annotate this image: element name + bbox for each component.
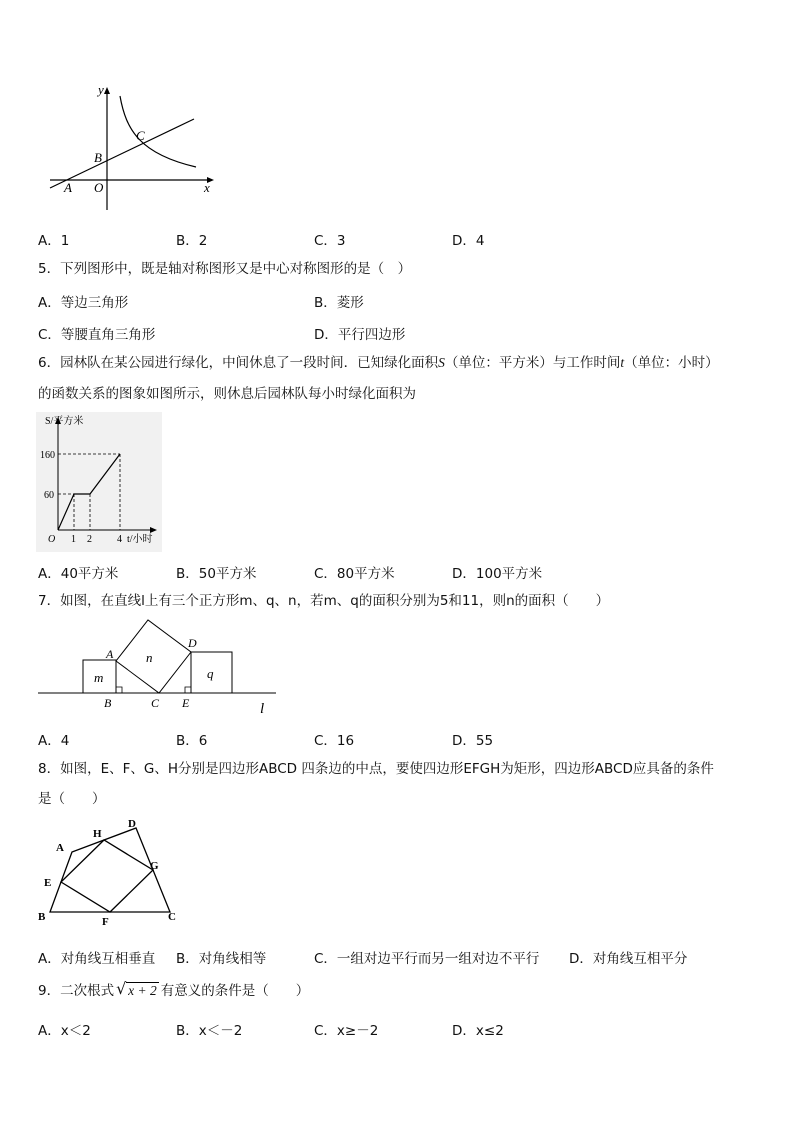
q7-label-n: n xyxy=(146,650,153,665)
q6-tick-160: 160 xyxy=(40,450,55,461)
q5-stem: 5．下列图形中，既是轴对称图形又是中心对称图形的是（ ） xyxy=(38,261,412,277)
q7-option-b[interactable]: B．6 xyxy=(176,733,208,749)
q6-tick-4: 4 xyxy=(117,534,122,545)
q8-label-b: B xyxy=(38,911,46,923)
q8-option-b[interactable]: B．对角线相等 xyxy=(176,951,267,967)
q9-stem: 9．二次根式 √ x + 2 有意义的条件是（ ） xyxy=(38,979,310,999)
q8-quadrilateral-figure xyxy=(34,814,184,926)
q8-stem-line2: 是（ ） xyxy=(38,791,106,807)
q7-option-a[interactable]: A．4 xyxy=(38,733,70,749)
q7-stem: 7．如图，在直线l上有三个正方形m、q、n，若m、q的面积分别为5和11，则n的面积（ ） xyxy=(38,593,610,609)
q4-point-b: B xyxy=(94,150,102,165)
q5-option-b[interactable]: B．菱形 xyxy=(314,295,364,311)
q4-option-c[interactable]: C．3 xyxy=(314,233,346,249)
q7-label-m: m xyxy=(94,670,104,685)
q4-y-label: y xyxy=(98,82,104,97)
q4-point-c: C xyxy=(136,128,145,143)
q4-line xyxy=(50,119,194,188)
q8-stem-line1: 8．如图，E、F、G、H分别是四边形ABCD 四条边的中点，要使四边形EFGH为矩形，四边形ABCD应具备的条件 xyxy=(38,761,714,777)
q6-tick-2: 2 xyxy=(87,534,92,545)
q4-x-label: x xyxy=(204,180,210,195)
q6-stem-line2: 的函数关系的图象如图所示，则休息后园林队每小时绿化面积为 xyxy=(38,386,416,402)
q8-label-a: A xyxy=(56,842,64,854)
q6-stem-line1: 6．园林队在某公园进行绿化，中间休息了一段时间．已知绿化面积S（单位：平方米）与工作时间t（单位：小时） xyxy=(38,355,719,371)
q4-origin: O xyxy=(94,180,104,195)
q8-label-e: E xyxy=(44,877,52,889)
q9-option-c[interactable]: C．x≥－2 xyxy=(314,1023,379,1039)
q4-hyperbola xyxy=(120,96,196,167)
q8-option-d[interactable]: D．对角线互相平分 xyxy=(569,951,688,967)
q8-label-h: H xyxy=(93,828,102,840)
q9-option-d[interactable]: D．x≤2 xyxy=(452,1023,504,1039)
q4-option-a[interactable]: A．1 xyxy=(38,233,70,249)
q7-squares-figure xyxy=(36,616,282,716)
q6-tick-1: 1 xyxy=(71,534,76,545)
q6-x-axis-label: t/小时 xyxy=(127,534,153,545)
q8-label-d: D xyxy=(128,818,136,830)
q7-label-c: C xyxy=(151,696,160,710)
q9-radical: √ x + 2 xyxy=(116,979,157,998)
q6-tick-60: 60 xyxy=(44,490,54,501)
q9-radical-sign: √ xyxy=(116,979,127,998)
q6-area-time-graph xyxy=(36,412,162,552)
q4-point-a: A xyxy=(64,180,72,195)
q9-option-b[interactable]: B．x＜－2 xyxy=(176,1023,243,1039)
q5-option-d[interactable]: D．平行四边形 xyxy=(314,327,406,343)
q4-coordinate-figure xyxy=(44,82,224,214)
q7-square-n xyxy=(116,620,191,693)
q4-option-b[interactable]: B．2 xyxy=(176,233,208,249)
q8-label-g: G xyxy=(150,860,159,872)
q7-label-q: q xyxy=(207,666,214,681)
q4-option-d[interactable]: D．4 xyxy=(452,233,485,249)
q8-option-a[interactable]: A．对角线互相垂直 xyxy=(38,951,156,967)
q7-option-c[interactable]: C．16 xyxy=(314,733,355,749)
q5-option-a[interactable]: A．等边三角形 xyxy=(38,295,129,311)
q7-label-e: E xyxy=(182,696,190,710)
q7-label-b: B xyxy=(104,696,112,710)
q6-y-axis-label: S/平方米 xyxy=(45,416,84,427)
q6-option-c[interactable]: C．80平方米 xyxy=(314,566,395,582)
q7-option-d[interactable]: D．55 xyxy=(452,733,494,749)
q6-option-d[interactable]: D．100平方米 xyxy=(452,566,543,582)
q8-option-c[interactable]: C．一组对边平行而另一组对边不平行 xyxy=(314,951,540,967)
q6-origin: O xyxy=(48,534,56,545)
q9-option-a[interactable]: A．x＜2 xyxy=(38,1023,91,1039)
q7-label-a: A xyxy=(106,647,114,661)
q8-label-f: F xyxy=(102,916,109,926)
q8-label-c: C xyxy=(168,911,176,923)
q5-option-c[interactable]: C．等腰直角三角形 xyxy=(38,327,156,343)
q6-option-a[interactable]: A．40平方米 xyxy=(38,566,119,582)
q7-label-d: D xyxy=(188,636,197,650)
q7-label-l: l xyxy=(260,701,265,716)
q6-option-b[interactable]: B．50平方米 xyxy=(176,566,257,582)
